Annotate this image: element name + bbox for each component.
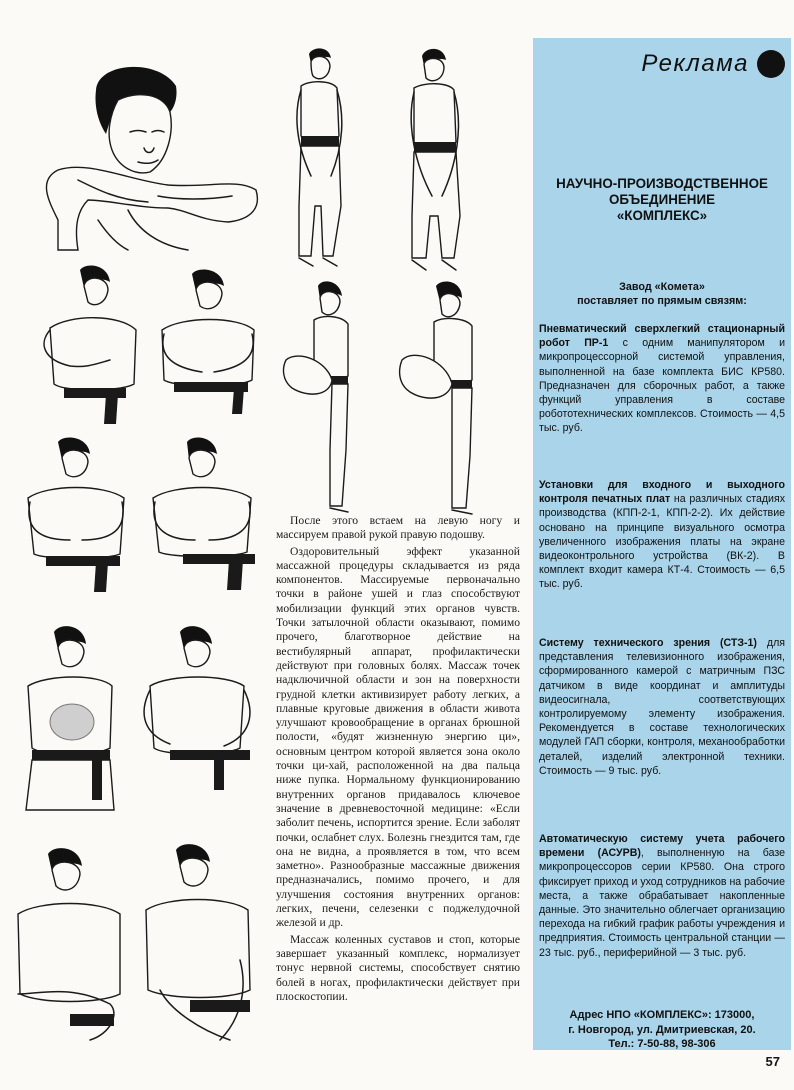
figure-belly-circles	[14, 624, 126, 812]
supplier-line: поставляет по прямым связям:	[577, 295, 747, 307]
product-title: Систему технического зрения (СТЗ-1)	[539, 637, 757, 649]
bullet-dot-icon	[757, 50, 785, 78]
figure-hands-on-chest-1	[30, 264, 145, 429]
article-paragraph: Оздоровительный эффект указанной массажной процедуры складывается из ряда компонентов. Массируемые первоначально точки в районе ушей и глаз способствуют мобилизации функций этих органов чувств. Точки затылочной области оказывают, помимо прочего, благотворное действие на вестибулярный аппарат, профилактически действуют при головных болях. Массаж точек надключичной области и зон на поверхности грудной клетки активизирует работу легких, а плавные круговые движения в области живота улучшают кровообращение в органах брюшной полости, «будят жизненную энергию ци», основным центром которой является зона около точки ци-хай, расположенной на два пальца ниже пупка. Нормальному функционированию внутренних органов придавалось ключевое значение в древневосточной медицине: «Если заболит печень, испортится зрение. Если заболят почки, ослабнет слух. Болезнь гнездится там, где она не видна, а проявляется в том, что всем заметно». Разнообразные массажные движения предназначались, помимо прочего, и для улучшения состояния внутренних органов: легких, печени, селезенки с поджелудочной железой и др.	[276, 544, 520, 930]
address-line: Тел.: 7-50-88, 98-306	[608, 1038, 716, 1050]
address-line: Адрес НПО «КОМПЛЕКС»: 173000,	[569, 1009, 755, 1021]
product-description: на различных стадиях производства (КПП-2-1, КПП-2-2). Их действие основано на принципе визуального осмотра увеличенного изображения платы на экране видеоконтрольного устройства (ВК-2). В комплект входит камера КТ-4. Стоимость — 6,5 тыс. руб.	[539, 493, 785, 591]
organization-name-line: ОБЪЕДИНЕНИЕ	[608, 192, 716, 207]
article-paragraph: Массаж коленных суставов и стоп, которые завершает указанный комплекс, нормализует тонус нервной системы, способствует снятию болей в ногах, профилактически действует при плоскостопии.	[276, 932, 520, 1003]
page-number: 57	[765, 1054, 780, 1069]
product-stz1-vision	[539, 636, 785, 778]
address-line: г. Новгород, ул. Дмитриевская, 20.	[568, 1023, 756, 1036]
figure-knee-raised-1	[278, 280, 368, 520]
product-kpp-installations	[539, 478, 785, 592]
figure-hand-on-side	[130, 624, 265, 794]
product-title: Автоматическую систему учета рабочего времени (АСУРВ)	[539, 833, 785, 860]
product-description: для представления телевизионного изображения, сформированного камерой с матричным ПЗС датчиком в виде координат и амплитуды видеосигнала, соответствующих контролируемому элементу изображения. Рекомендуется в составе технологических модулей ГАП сборки, контроля, механообработки деталей, изделий электронной техники. Стоимость — 9 тыс. руб.	[539, 637, 785, 777]
figure-hands-on-belly-1	[20, 436, 140, 596]
product-title: Установки для входного и выходного контроля печатных плат	[539, 479, 785, 506]
contact-address	[533, 1008, 791, 1052]
figure-standing-massage-knees-1	[283, 46, 353, 274]
figure-standing-massage-knees-2	[398, 46, 470, 276]
figure-hands-on-belly-2	[143, 436, 265, 596]
ad-header	[533, 44, 791, 84]
organization-name-line: НАУЧНО-ПРОИЗВОДСТВЕННОЕ	[556, 176, 768, 191]
figure-knee-raised-2	[396, 280, 496, 520]
figure-hands-on-chest-2	[152, 268, 264, 418]
figure-neck-massage	[18, 50, 263, 255]
article-paragraph: После этого встаем на левую ногу и массируем правой рукой правую подошву.	[276, 514, 520, 542]
product-asurv	[539, 832, 785, 960]
article-column	[276, 514, 520, 1006]
product-description: , выполненную на базе микропроцессоров серии КР580. Она строго фиксирует приход и уход сотрудников на рабочие места, а также обрабатывает накопленные данные. Это значительно облегчает организацию перехода на гибкий график работы учреждения и предприятия. Стоимость центральной станции — 23 тыс. руб., периферийной — 3 тыс. руб.	[539, 847, 786, 959]
organization-name	[533, 176, 791, 224]
figure-hand-on-knee	[140, 840, 265, 1050]
figure-arms-crossed-knee	[10, 844, 130, 1044]
product-title: Пневматический сверхлегкий стационарный робот ПР-1	[539, 323, 785, 350]
organization-name-line: «КОМПЛЕКС»	[616, 208, 708, 223]
ad-label: Реклама	[641, 50, 749, 77]
advertisement-column	[533, 38, 791, 1050]
supplier-heading	[533, 280, 791, 308]
product-description: с одним манипулятором и микропроцессорной системой управления, выполненной на базе комплекта БИС КР580. Предназначен для сборочных работ, а также функций управления в составе робототехнических комплексов. Стоимость — 4,5 тыс. руб.	[539, 337, 785, 435]
supplier-line: Завод «Комета»	[619, 281, 705, 293]
product-robot-pr1	[539, 322, 785, 436]
